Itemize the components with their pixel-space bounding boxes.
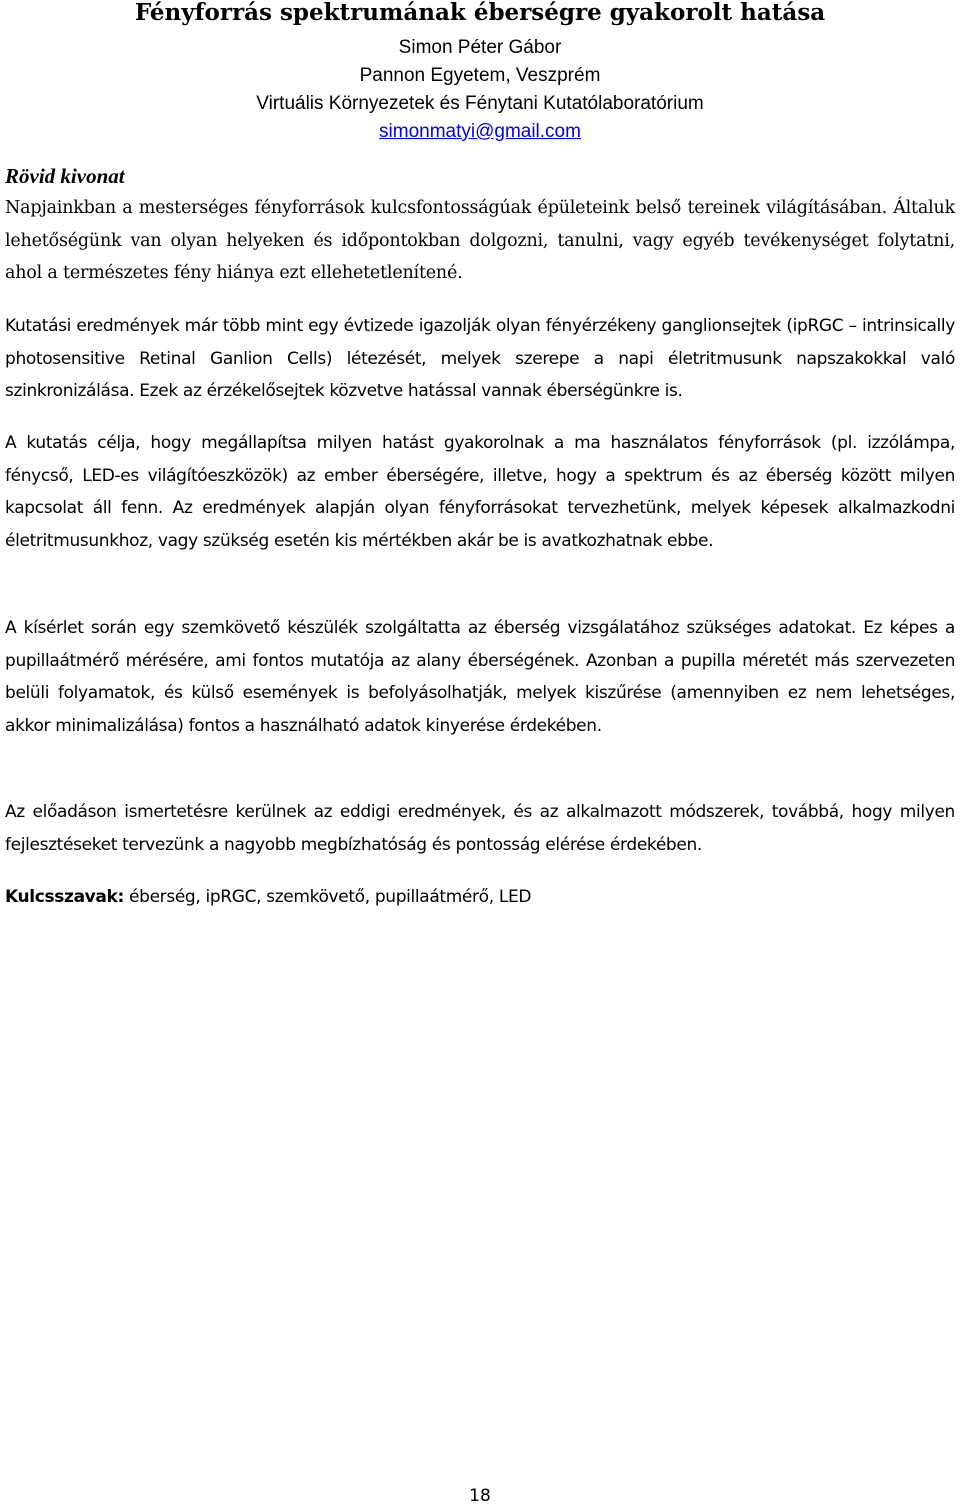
abstract-paragraph-5: Az előadáson ismertetésre kerülnek az eddigi eredmények, és az alkalmazott módszerek, továbbá, hogy milyen fejlesztéseket tervezünk a nagyobb megbízhatóság és pontosság elérése érdekében. — [5, 802, 955, 855]
keywords-line — [5, 881, 955, 913]
abstract-paragraph-3: A kutatás célja, hogy megállapítsa milyen hatást gyakorolnak a ma használatos fényforrások (pl. izzólámpa, fénycső, LED-es világítóeszközök) az ember éberségére, illetve, hogy a spektrum és az éberség között milyen kapcsolat áll fenn. Az eredmények alapján olyan fényforrásokat tervezhetünk, melyek képesek alkalmazkodni életritmusunkhoz, vagy szükség esetén kis mértékben akár be is avatkozhatnak ebbe. — [5, 433, 955, 552]
abstract-paragraph-1: Napjainkban a mesterséges fényforrások kulcsfontosságúak épületeink belső tereinek világításában. Általuk lehetőségünk van olyan helyeken és időpontokban dolgozni, tanulni, vagy egyéb tevékenységet folytatni, ahol a természetes fény hiánya ezt ellehetetlenítené. — [5, 198, 955, 283]
abstract-paragraph-2: Kutatási eredmények már több mint egy évtizede igazolják olyan fényérzékeny ganglionsejtek (ipRGC – intrinsically photosensitive Retinal Ganlion Cells) létezését, melyek szerepe a napi életritmusunk napszakokkal való szinkronizálása. Ezek az érzékelősejtek közvetve hatással vannak éberségünkre is. — [5, 316, 955, 402]
author-block — [0, 34, 960, 146]
paper-title: Fényforrás spektrumának éberségre gyakorolt hatása — [134, 0, 826, 26]
author-name: Simon Péter Gábor — [398, 37, 562, 58]
keywords-list: éberség, ipRGC, szemkövető, pupillaátmérő, LED — [129, 887, 532, 907]
keywords-label: Kulcsszavak: — [5, 887, 124, 907]
email-link[interactable]: simonmatyi@gmail.com — [379, 121, 581, 142]
page-number: 18 — [469, 1486, 491, 1506]
lab-name: Virtuális Környezetek és Fénytani Kutatólaboratórium — [256, 93, 704, 114]
affiliation: Pannon Egyetem, Veszprém — [359, 65, 601, 86]
abstract-heading: Rövid kivonat — [5, 164, 125, 188]
abstract-paragraph-4: A kísérlet során egy szemkövető készülék szolgáltatta az éberség vizsgálatához szükséges adatokat. Ez képes a pupillaátmérő mérésére, ami fontos mutatója az alany éberségének. Azonban a pupilla méretét más szervezeten belüli folyamatok, és külső események is befolyásolhatják, melyek kiszűrése (amennyiben ez nem lehetséges, akkor minimalizálása) fontos a használható adatok kinyerése érdekében. — [5, 618, 955, 737]
